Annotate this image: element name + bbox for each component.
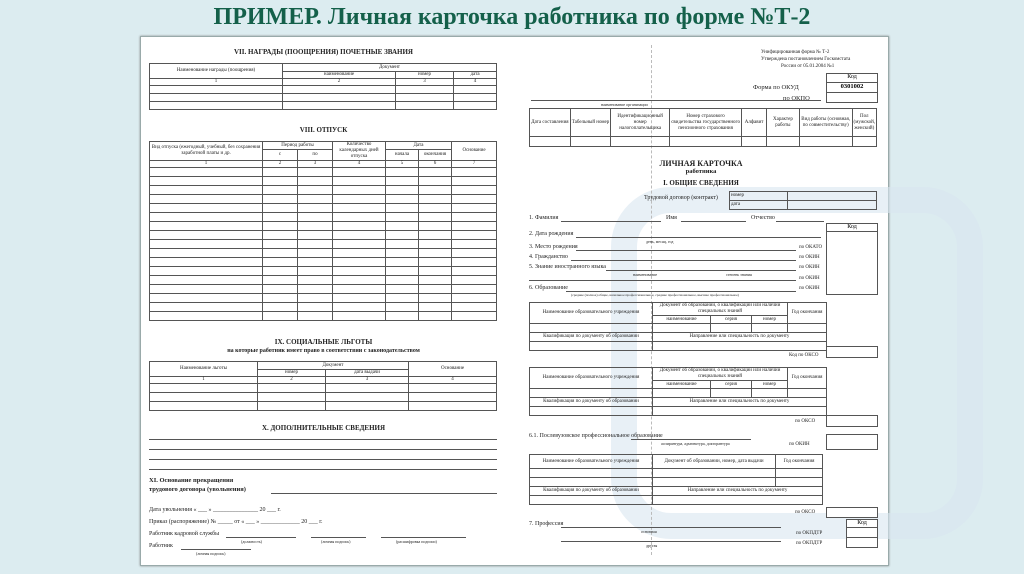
okso-code	[826, 346, 878, 358]
education-table-2: Наименование образовательного учреждения Документ об образовании, о квалификации или наличии специальных знаний Год окончания наименование серия номер Квалификация по документу об образовании Направление или специальность по документу	[529, 367, 827, 416]
okpo-label: по ОКПО	[783, 95, 810, 102]
code-header-2: Код	[846, 519, 878, 529]
field-line	[576, 237, 821, 238]
okpo-code	[826, 92, 878, 103]
postgrad-label: 6.1. Послевузовское профессиональное образование	[529, 433, 663, 439]
caption: другая	[646, 543, 658, 548]
language-label: 5. Знание иностранного языка	[529, 264, 606, 270]
section-7-title: VII. НАГРАДЫ (ПООЩРЕНИЯ) ПОЧЕТНЫЕ ЗВАНИЯ	[233, 48, 413, 56]
section-11-title-2: трудового договора (увольнения)	[149, 486, 246, 493]
birthplace-label: 3. Место рождения	[529, 244, 578, 250]
card-title: ЛИЧНАЯ КАРТОЧКА	[659, 159, 743, 168]
awards-table: Наименование награды (поощрения) Документ наименование номер дата 1 2 3 4	[149, 63, 497, 110]
order-line: Приказ (распоряжение) № _____ от « ___ » _____________ 20 ___ г.	[149, 519, 323, 525]
education-caption: (среднее (полное) общее, начальное профессиональное, среднее профессиональное, высшее профессиональное)	[571, 293, 739, 297]
contract-label: Трудовой договор (контракт)	[644, 195, 718, 201]
education-label: 6. Образование	[529, 285, 568, 291]
page-title: ПРИМЕР. Личная карточка работника по форме №Т-2	[213, 4, 811, 30]
section-10-title: X. ДОПОЛНИТЕЛЬНЫЕ СВЕДЕНИЯ	[261, 424, 386, 432]
extra-line	[149, 459, 497, 460]
citizenship-label: 4. Гражданство	[529, 254, 568, 260]
okso-label: по ОКСО	[795, 419, 816, 424]
okin-label: по ОКИН	[799, 286, 820, 291]
postgrad-caption: аспирантура, адъюнктура, докторантура	[661, 441, 730, 446]
code-column	[826, 231, 878, 295]
okin-label: по ОКИН	[789, 442, 810, 447]
org-caption: наименование организации	[601, 102, 648, 107]
caption: наименование	[633, 272, 658, 277]
okud-label: Форма по ОКУД	[753, 84, 799, 91]
field-line	[561, 541, 781, 542]
section-9-title: IX. СОЦИАЛЬНЫЕ ЛЬГОТЫ	[274, 338, 373, 346]
section-9-subtitle: на которые работник имеет право в соответствии с законодательством	[227, 348, 420, 354]
okso-label: по ОКСО	[795, 510, 816, 515]
dismissal-date: Дата увольнения « ___ » _______________ 20 ___ г.	[149, 507, 281, 513]
field-line	[776, 221, 824, 222]
okso-code	[826, 507, 878, 518]
hr-worker-label: Работник кадровой службы	[149, 531, 220, 537]
benefits-table: Наименование льготы Документ Основание номер дата выдачи 1 2 3 4	[149, 361, 497, 411]
okin-label: по ОКИН	[799, 265, 820, 270]
postgrad-table: Наименование образовательного учреждения Документ об образовании, номер, дата выдачи Год окончания Квалификация по документу об образовании Направление или специальность по документу	[529, 454, 823, 505]
vacation-table: Вид отпуска (ежегодный, учебный, без сохранения заработной платы и др. Период работы Количество календарных дней отпуска Дата Основание с по начала окончания 1 2 3 4 5 6 7	[149, 141, 497, 321]
field-line	[681, 221, 746, 222]
contract-table: номер дата	[729, 191, 877, 210]
extra-line	[149, 469, 497, 470]
okpdtr-label: по ОКПДТР	[796, 531, 823, 536]
identity-table: Дата составления Табельный номер Идентификационный номер налогоплательщика Номер страхового свидетельства государственного пенсионного страхования Алфавит Характер работы Вид работы (основная, по совместительству) Пол (мужской, женский)	[529, 108, 877, 147]
field-line	[561, 527, 781, 528]
caption: степень знания	[726, 272, 752, 277]
profession-label: 7. Профессия	[529, 521, 564, 527]
education-table-1: Наименование образовательного учреждения Документ об образовании, о квалификации или наличии специальных знаний Год окончания наименование серия номер Квалификация по документу об образовании Направление или специальность по документу	[529, 302, 827, 351]
okpdtr-code	[846, 537, 878, 548]
field-line	[529, 280, 796, 281]
okin-label: по ОКИН	[799, 255, 820, 260]
card-subtitle: работника	[685, 168, 717, 175]
field-line	[561, 221, 661, 222]
section-11-title: XI. Основание прекращения	[149, 477, 234, 484]
employee-label: Работник	[149, 543, 173, 549]
form-note-3: России от 05.01.2004 №1	[781, 64, 835, 69]
form-sheet	[140, 36, 889, 566]
okso-label: Код по ОКСО	[789, 353, 819, 358]
extra-line	[149, 439, 497, 440]
okso-code	[826, 415, 878, 427]
caption: (должность)	[241, 539, 262, 544]
extra-line	[149, 449, 497, 450]
patronymic-label: Отчество	[751, 215, 775, 221]
org-line	[531, 100, 821, 101]
section-1-title: I. ОБЩИЕ СВЕДЕНИЯ	[663, 179, 739, 187]
surname-label: 1. Фамилия	[529, 215, 559, 221]
basis-line	[271, 493, 497, 494]
caption: основная	[641, 529, 657, 534]
okpdtr-label: по ОКПДТР	[796, 541, 823, 546]
caption: (расшифровка подписи)	[396, 539, 437, 544]
field-line	[576, 250, 796, 251]
caption: (личная подпись)	[196, 551, 226, 556]
okin-code	[826, 434, 878, 450]
okato-label: по ОКАТО	[799, 245, 823, 250]
caption: (личная подпись)	[321, 539, 351, 544]
form-note-1: Унифицированная форма № Т-2	[761, 50, 830, 55]
name-label: Имя	[666, 215, 677, 221]
code-col-header: Код	[826, 223, 878, 233]
code-header: Код	[826, 73, 878, 83]
okin-label: по ОКИН	[799, 276, 820, 281]
form-note-2: Утверждена постановлением Госкомстата	[761, 57, 851, 62]
section-8-title: VIII. ОТПУСК	[299, 126, 348, 134]
birthdate-caption: день, месяц, год	[646, 239, 674, 244]
okud-code: 0301002	[826, 82, 878, 93]
birthdate-label: 2. Дата рождения	[529, 231, 574, 237]
field-line	[571, 260, 796, 261]
